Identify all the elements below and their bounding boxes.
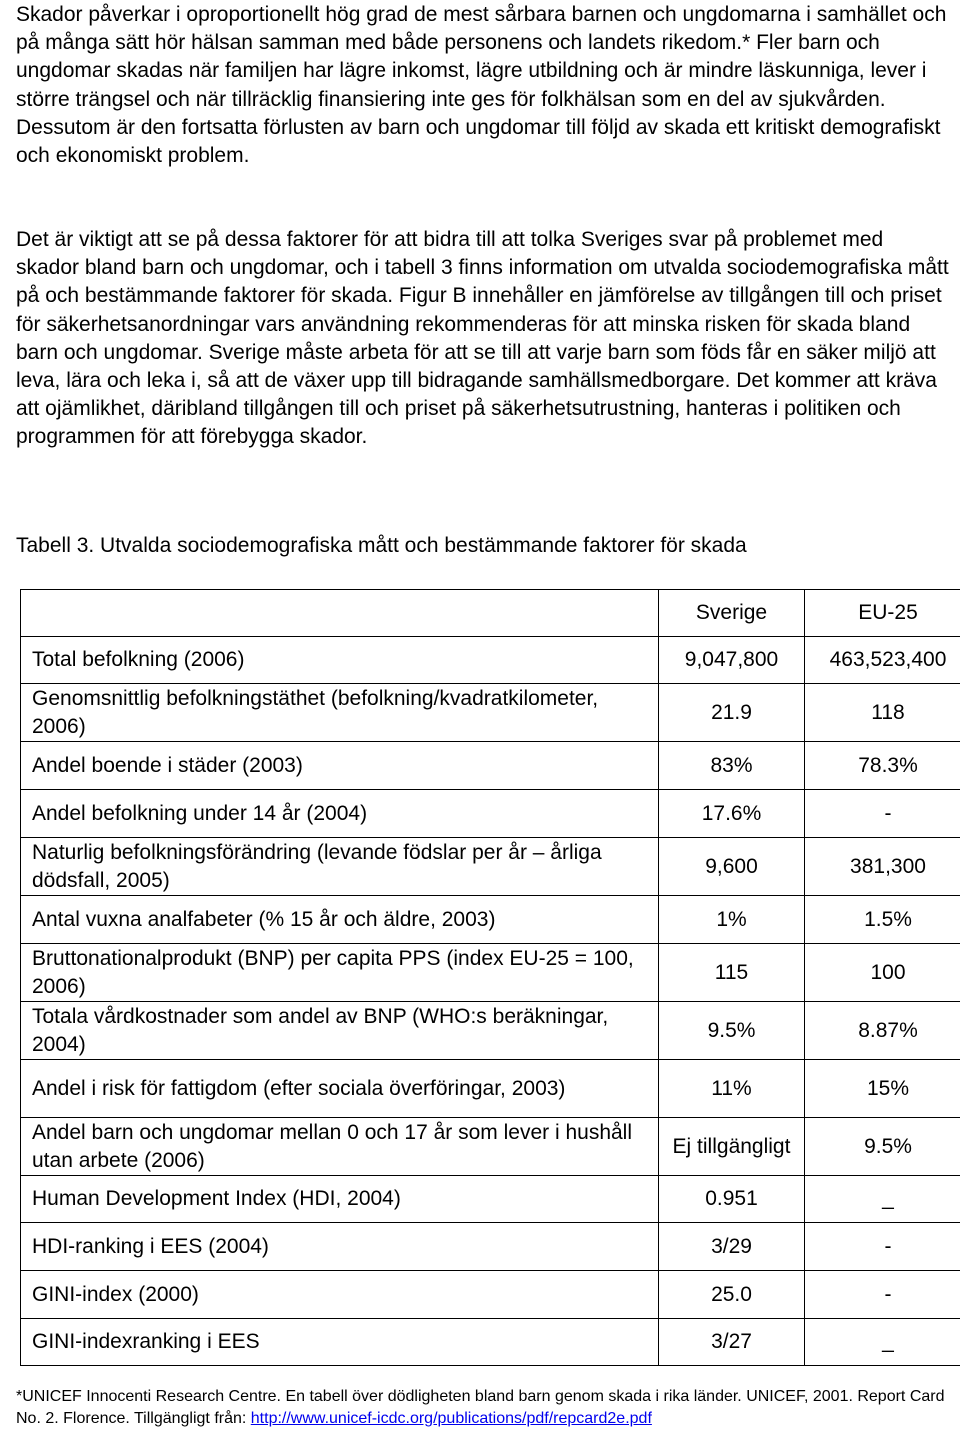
row-label: Andel barn och ungdomar mellan 0 och 17 år som lever i hushåll utan arbete (2006) bbox=[21, 1118, 659, 1176]
row-value-sverige: 9,047,800 bbox=[659, 637, 805, 684]
row-value-eu25: 78.3% bbox=[805, 742, 960, 790]
body-paragraph: Det är viktigt att se på dessa faktorer för att bidra till att tolka Sveriges svar på problemet med skador bland barn och ungdomar, och i tabell 3 finns information om utvalda sociodemografiska mått på och bestämmande faktorer för skada. Figur B innehåller en jämförelse av tillgången till och priset för säkerhetsanordningar vars användning rekommenderas för att minska risken för skada bland barn och ungdomar. Sverige måste arbeta för att se till att varje barn som föds får en säker miljö att leva, lära och leka i, så att de växer upp till bidragande samhällsmedborgare. Det kommer att kräva att ojämlikhet, däribland tillgången till och priset på säkerhetsutrustning, hanteras i politiken och programmen för att förebygga skador. bbox=[16, 228, 949, 449]
row-label: GINI-index (2000) bbox=[21, 1271, 659, 1319]
table-row bbox=[21, 1002, 960, 1060]
table-row bbox=[21, 896, 960, 944]
row-label: Antal vuxna analfabeter (% 15 år och äldre, 2003) bbox=[21, 896, 659, 944]
row-label: GINI-indexranking i EES bbox=[21, 1319, 659, 1366]
table-header-sverige: Sverige bbox=[659, 590, 805, 637]
table-header-eu25: EU-25 bbox=[805, 590, 960, 637]
table-header-row bbox=[21, 590, 960, 637]
row-value-eu25: 381,300 bbox=[805, 838, 960, 896]
row-value-sverige: 83% bbox=[659, 742, 805, 790]
row-value-eu25: - bbox=[805, 790, 960, 838]
table-row bbox=[21, 637, 960, 684]
table-row bbox=[21, 1223, 960, 1271]
table-row bbox=[21, 742, 960, 790]
table-row bbox=[21, 1271, 960, 1319]
row-value-eu25: - bbox=[805, 1271, 960, 1319]
row-label: Andel befolkning under 14 år (2004) bbox=[21, 790, 659, 838]
row-value-eu25: _ bbox=[805, 1319, 960, 1366]
footnote-link[interactable]: http://www.unicef-icdc.org/publications/pdf/repcard2e.pdf bbox=[250, 1410, 652, 1427]
row-value-eu25: 1.5% bbox=[805, 896, 960, 944]
row-value-eu25: 15% bbox=[805, 1060, 960, 1118]
row-value-sverige: 21.9 bbox=[659, 684, 805, 742]
row-value-eu25: 100 bbox=[805, 944, 960, 1002]
row-value-sverige: Ej tillgängligt bbox=[659, 1118, 805, 1176]
table-row bbox=[21, 790, 960, 838]
sociodemographic-table bbox=[20, 589, 960, 1366]
row-value-eu25: _ bbox=[805, 1176, 960, 1223]
table-row bbox=[21, 1319, 960, 1366]
table-row bbox=[21, 1118, 960, 1176]
row-value-sverige: 25.0 bbox=[659, 1271, 805, 1319]
row-label: Naturlig befolkningsförändring (levande födslar per år – årliga dödsfall, 2005) bbox=[21, 838, 659, 896]
footnote-text: *UNICEF Innocenti Research Centre. En tabell över dödligheten bland barn genom skada i rika länder. UNICEF, 2001. Report Card No. 2. Florence. Tillgängligt från: bbox=[16, 1388, 945, 1427]
row-label: Total befolkning (2006) bbox=[21, 637, 659, 684]
row-label: Totala vårdkostnader som andel av BNP (WHO:s beräkningar, 2004) bbox=[21, 1002, 659, 1060]
row-label: HDI-ranking i EES (2004) bbox=[21, 1223, 659, 1271]
footnote bbox=[16, 1386, 951, 1430]
row-value-sverige: 0.951 bbox=[659, 1176, 805, 1223]
row-value-eu25: 9.5% bbox=[805, 1118, 960, 1176]
row-value-eu25: 463,523,400 bbox=[805, 637, 960, 684]
row-label: Human Development Index (HDI, 2004) bbox=[21, 1176, 659, 1223]
table-row bbox=[21, 684, 960, 742]
row-value-eu25: - bbox=[805, 1223, 960, 1271]
table-row bbox=[21, 1060, 960, 1118]
row-value-eu25: 118 bbox=[805, 684, 960, 742]
body-paragraph: Skador påverkar i oproportionellt hög grad de mest sårbara barnen och ungdomarna i samhället och på många sätt hör hälsan samman med både personens och landets rikedom.* Fler barn och ungdomar skadas när familjen har lägre inkomst, lägre utbildning och är mindre läskunniga, lever i större trängsel och när tillräcklig finansiering inte ges för folkhälsan som en del av sjukvården. Dessutom är den fortsatta förlusten av barn och ungdomar till följd av skada ett kritiskt demografiskt och ekonomiskt problem. bbox=[16, 3, 947, 168]
row-value-sverige: 115 bbox=[659, 944, 805, 1002]
row-value-sverige: 9,600 bbox=[659, 838, 805, 896]
row-value-sverige: 9.5% bbox=[659, 1002, 805, 1060]
row-label: Genomsnittlig befolkningstäthet (befolkning/kvadratkilometer, 2006) bbox=[21, 684, 659, 742]
row-label: Andel boende i städer (2003) bbox=[21, 742, 659, 790]
table-row bbox=[21, 944, 960, 1002]
table-row bbox=[21, 838, 960, 896]
row-value-sverige: 17.6% bbox=[659, 790, 805, 838]
row-value-sverige: 11% bbox=[659, 1060, 805, 1118]
table-caption: Tabell 3. Utvalda sociodemografiska mått och bestämmande faktorer för skada bbox=[16, 534, 747, 557]
row-label: Andel i risk för fattigdom (efter sociala överföringar, 2003) bbox=[21, 1060, 659, 1118]
row-value-sverige: 1% bbox=[659, 896, 805, 944]
table-header-label bbox=[21, 590, 659, 637]
row-value-sverige: 3/29 bbox=[659, 1223, 805, 1271]
table-row bbox=[21, 1176, 960, 1223]
row-label: Bruttonationalprodukt (BNP) per capita PPS (index EU-25 = 100, 2006) bbox=[21, 944, 659, 1002]
row-value-eu25: 8.87% bbox=[805, 1002, 960, 1060]
row-value-sverige: 3/27 bbox=[659, 1319, 805, 1366]
